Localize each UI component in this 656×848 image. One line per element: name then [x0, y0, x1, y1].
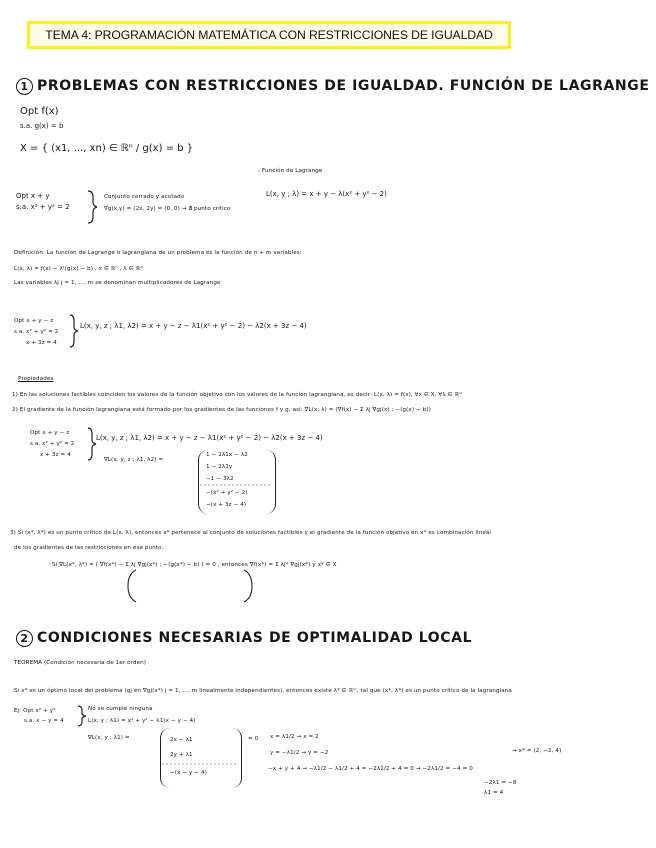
example3-component: −(x − y − 4) [170, 770, 207, 776]
brace-example2 [70, 315, 78, 347]
example3-gradient-label: ∇L(x, y ; λ1) = [88, 735, 130, 741]
example2-lagrangian: L(x, y, z ; λ1, λ2) = x + y − z − λ1(x² + y² − 2) − λ2(x + 3z − 4) [80, 322, 307, 330]
example3-constraint: s.a. x − y = 4 [24, 718, 64, 724]
lagrange-label: - Función de Lagrange [258, 168, 323, 174]
example-opt: Opt x + y [16, 192, 50, 200]
example3-note: No se cumple ninguna [88, 706, 153, 712]
example2-c1: s.a. x² + y² = 2 [14, 329, 59, 335]
paren-left-prop3 [128, 570, 136, 602]
example3-component: 2x − λ1 [170, 737, 193, 743]
example3-component: 2y + λ1 [170, 752, 193, 758]
solution-result: → x* = (2, −2, 4) [512, 748, 562, 754]
prop-example-gradient-label: ∇L(x, y, z ; λ1, λ2) = [104, 457, 164, 463]
example-constraint: s.a. x² + y² = 2 [16, 203, 70, 211]
theorem-statement: Si x* es un óptimo local del problema (gj en ∇gj(x*) j = 1, ..., m linealmente independientes), entonces existe λ* ∈ ℝᵐ, tal que (x*, λ*) es un punto crítico de la lagrangiana [14, 688, 512, 694]
gradient-component: −(x² + y² − 2) [206, 490, 248, 496]
property-1: 1) En las soluciones factibles coinciden los valores de la función objetivo con los valores de la función lagrangiana, es decir: L(x, λ) = f(x), ∀x ∈ X, ∀λ ∈ ℝᵐ [12, 392, 463, 398]
gradient-component: −1 − 3λ2 [206, 476, 234, 482]
prop-example-c2: x + 3z = 4 [40, 452, 71, 458]
example3-lagrangian: L(x, y ; λ1) = x² + y² − λ1(x − y − 4) [88, 718, 196, 724]
section-2-title: CONDICIONES NECESARIAS DE OPTIMALIDAD LOCAL [37, 630, 473, 646]
theorem-label: TEOREMA (Condición necesaria de 1er orden) [14, 660, 147, 666]
section-1-title: PROBLEMAS CON RESTRICCIONES DE IGUALDAD. FUNCIÓN DE LAGRANGE [37, 78, 650, 94]
page-title: TEMA 4: PROGRAMACIÓN MATEMÁTICA CON RESTRICCIONES DE IGUALDAD [45, 28, 493, 42]
gradient-component: −(x + 3z − 4) [206, 502, 247, 508]
definition-line-2: L(x, λ) = f(x) − λᵗ(g(x) − b) , x ∈ ℝⁿ , λ ∈ ℝᵐ [14, 266, 144, 272]
paren-right-prop3 [244, 570, 252, 602]
example2-opt: Opt x + y − z [14, 318, 54, 324]
opt-line: Opt f(x) [20, 106, 59, 117]
property-2: 2) El gradiente de la función lagrangiana está formado por los gradientes de las funciones f y g, así: ∇L(x, λ) = (∇f(x) − Σ λj ∇gj(x) ; −(g(x) − b)) [12, 407, 431, 413]
definition-line-1: Definición: La función de Lagrange o lagrangiana de un problema es la función de n + m variables: [14, 250, 302, 256]
lagrange-function: L(x, y ; λ) = x + y − λ(x² + y² − 2) [266, 190, 387, 198]
gradient-component: 1 − 2λ1x − λ2 [206, 452, 248, 458]
property-3-line-2: de los gradientes de las restricciones en ese punto. [14, 545, 164, 551]
properties-heading: Propiedades [18, 376, 54, 382]
prop-example-lagrangian: L(x, y, z ; λ1, λ2) = x + y − z − λ1(x² + y² − 2) − λ2(x + 3z − 4) [96, 434, 323, 442]
example3-equals-zero: = 0 [248, 736, 259, 742]
solution-line: −x + y + 4 → −λ1/2 − λ1/2 + 4 = −2λ1/2 + 4 = 0 → −2λ1/2 = −4 = 0 [268, 766, 473, 772]
property-3-line-1: 3) Si (x*, λ*) es un punto crítico de L(x, λ), entonces x* pertenece al conjunto de soluciones factibles y el gradiente de la función objetivo en x* es combinación lineal [10, 530, 492, 536]
definition-line-3: Las variables λj j = 1, ..., m se denominan multiplicadores de Lagrange [14, 280, 221, 286]
example3-opt: Ej: Opt x² + y² [14, 708, 56, 714]
solution-line: x = λ1/2 → x = 2 [270, 734, 319, 740]
prop-example-c1: s.a. x² + y² = 2 [30, 441, 75, 447]
section-2-number: 2 [16, 630, 33, 647]
solution-line: y = −λ1/2 → y = −2 [270, 750, 329, 756]
brace-example3 [78, 706, 86, 726]
gradient-component: 1 − 2λ1y [206, 464, 233, 470]
solution-line: −2λ1 = −8 [484, 780, 517, 786]
example-gradient: ∇g(x,y) = (2x, 2y) = (0, 0) → ∄ punto crítico [104, 206, 231, 212]
brace-prop-example [88, 428, 96, 460]
brace-example [88, 191, 97, 223]
feasible-set: X = { (x1, ..., xn) ∈ ℝⁿ / g(x) = b } [20, 143, 194, 154]
example2-c2: x + 3z = 4 [26, 340, 57, 346]
constraint-line: s.a. g(x) = b [20, 122, 64, 130]
solution-line: λ1 = 4 [484, 790, 504, 796]
prop-example-opt: Opt x + y − z [30, 430, 70, 436]
section-1-number: 1 [16, 78, 33, 95]
property-3-line-3: Si ∇L(x*, λ*) = ( ∇f(x*) − Σ λj ∇gj(x*) ; −(g(x*) − b) ) = 0 , entonces ∇f(x*) = Σ λj* ∇gj(x*) y x* ∈ X [52, 562, 337, 568]
example-note: Conjunto cerrado y acotado [104, 194, 185, 200]
